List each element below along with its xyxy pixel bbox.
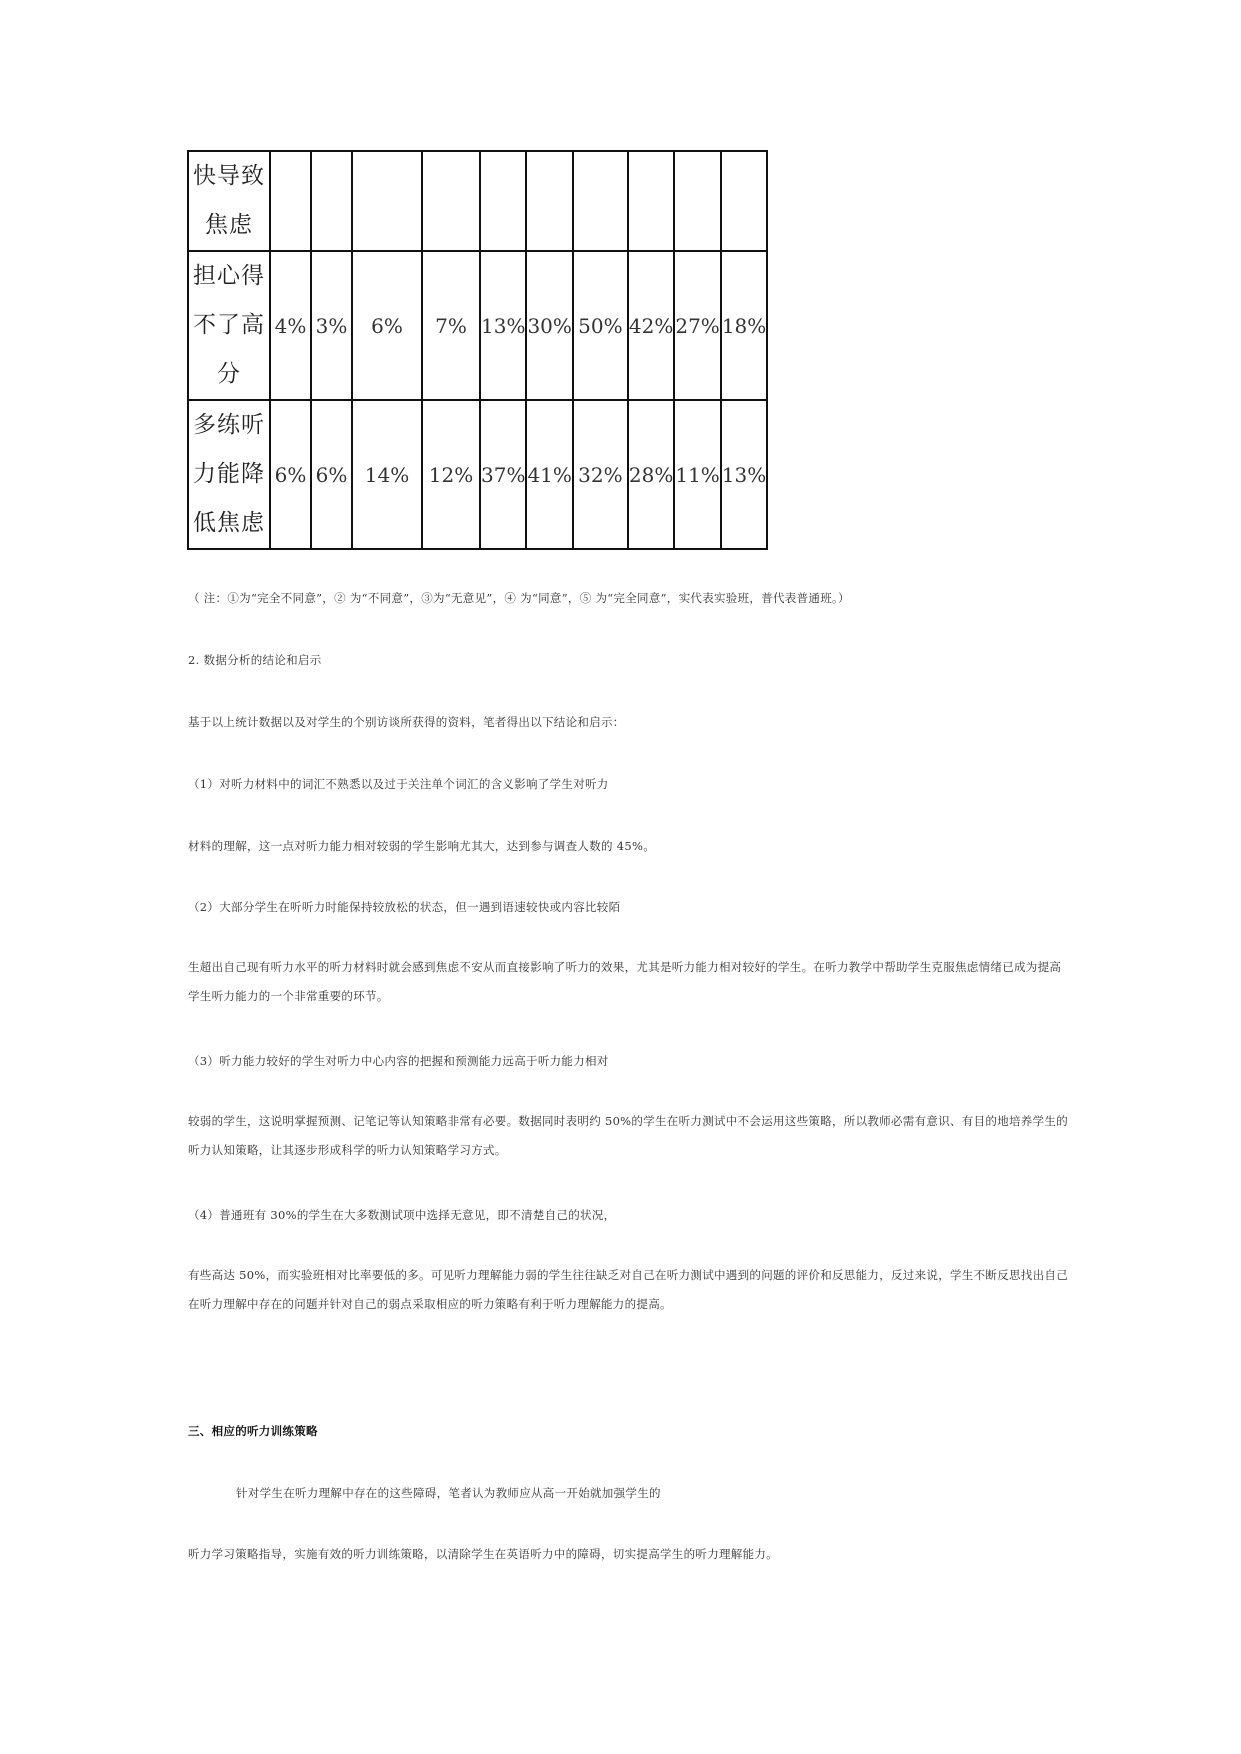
row-label: 多练听力能降低焦虑 <box>188 400 270 549</box>
table-cell: 6% <box>270 400 311 549</box>
table-cell: 14% <box>352 400 422 549</box>
table-cell <box>311 151 352 251</box>
table-cell: 11% <box>674 400 720 549</box>
table-cell: 42% <box>628 251 674 400</box>
point-1-body: 材料的理解，这一点对听力能力相对较弱的学生影响尤其大，达到参与调查人数的 45%。 <box>188 839 656 853</box>
table-cell <box>270 151 311 251</box>
table-cell <box>352 151 422 251</box>
point-3-lead: （3）听力能力较好的学生对听力中心内容的把握和预测能力远高于听力能力相对 <box>188 1054 609 1068</box>
point-2-lead: （2）大部分学生在听听力时能保持较放松的状态，但一遇到语速较快或内容比较陌 <box>188 900 621 914</box>
table-cell <box>674 151 720 251</box>
point-4-body: 有些高达 50%，而实验班相对比率要低的多。可见听力理解能力弱的学生往往缺乏对自己在听力测试中遇到的问题的评价和反思能力，反过来说，学生不断反思找出自己在听力理解中存在的问题并针对自己的弱点采取相应的听力策略有利于听力理解能力的提高。 <box>188 1268 1069 1311</box>
table-cell: 28% <box>628 400 674 549</box>
section-heading: 2. 数据分析的结论和启示 <box>188 653 322 667</box>
table-cell: 6% <box>311 400 352 549</box>
table-row <box>188 151 767 251</box>
point-2-body: 生超出自己现有听力水平的听力材料时就会感到焦虑不安从而直接影响了听力的效果，尤其是听力能力相对较好的学生。在听力教学中帮助学生克服焦虑情绪已成为提高学生听力能力的一个非常重要的环节。 <box>188 960 1062 1003</box>
table-row <box>188 400 767 549</box>
table-cell: 32% <box>573 400 628 549</box>
table-cell: 27% <box>674 251 720 400</box>
section-heading: 三、相应的听力训练策略 <box>188 1424 318 1438</box>
table-cell: 37% <box>480 400 526 549</box>
point-3-body: 较弱的学生，这说明掌握预测、记笔记等认知策略非常有必要。数据同时表明约 50%的学生在听力测试中不会运用这些策略，所以教师必需有意识、有目的地培养学生的听力认知策略，让其逐步形成科学的听力认知策略学习方式。 <box>188 1114 1069 1157</box>
intro-paragraph: 基于以上统计数据以及对学生的个别访谈所获得的资料，笔者得出以下结论和启示： <box>188 715 625 729</box>
closing-lead: 针对学生在听力理解中存在的这些障碍，笔者认为教师应从高一开始就加强学生的 <box>236 1486 661 1500</box>
table-cell: 4% <box>270 251 311 400</box>
table-cell: 13% <box>721 400 767 549</box>
table-cell: 7% <box>422 251 480 400</box>
table-cell <box>721 151 767 251</box>
table-cell: 30% <box>526 251 572 400</box>
table-cell: 12% <box>422 400 480 549</box>
row-label: 快导致焦虑 <box>188 151 270 251</box>
table-cell <box>573 151 628 251</box>
row-label: 担心得不了高分 <box>188 251 270 400</box>
table-row <box>188 251 767 400</box>
table-cell: 18% <box>721 251 767 400</box>
point-1-lead: （1）对听力材料中的词汇不熟悉以及过于关注单个词汇的含义影响了学生对听力 <box>188 777 609 791</box>
point-4-lead: （4）普通班有 30%的学生在大多数测试项中选择无意见，即不清楚自己的状况， <box>188 1208 616 1222</box>
table-cell: 50% <box>573 251 628 400</box>
survey-table <box>187 150 768 550</box>
table-cell <box>480 151 526 251</box>
table-cell <box>526 151 572 251</box>
table-cell <box>628 151 674 251</box>
table-cell: 3% <box>311 251 352 400</box>
table-cell <box>422 151 480 251</box>
closing-body: 听力学习策略指导，实施有效的听力训练策略，以清除学生在英语听力中的障碍，切实提高学生的听力理解能力。 <box>188 1547 778 1561</box>
table-cell: 13% <box>480 251 526 400</box>
table-cell: 41% <box>526 400 572 549</box>
table-cell: 6% <box>352 251 422 400</box>
table-note: （ 注：①为“完全不同意”，② 为“不同意”，③为“无意见”，④ 为“同意”，⑤ 为“完全同意”，实代表实验班，普代表普通班。） <box>188 591 850 605</box>
